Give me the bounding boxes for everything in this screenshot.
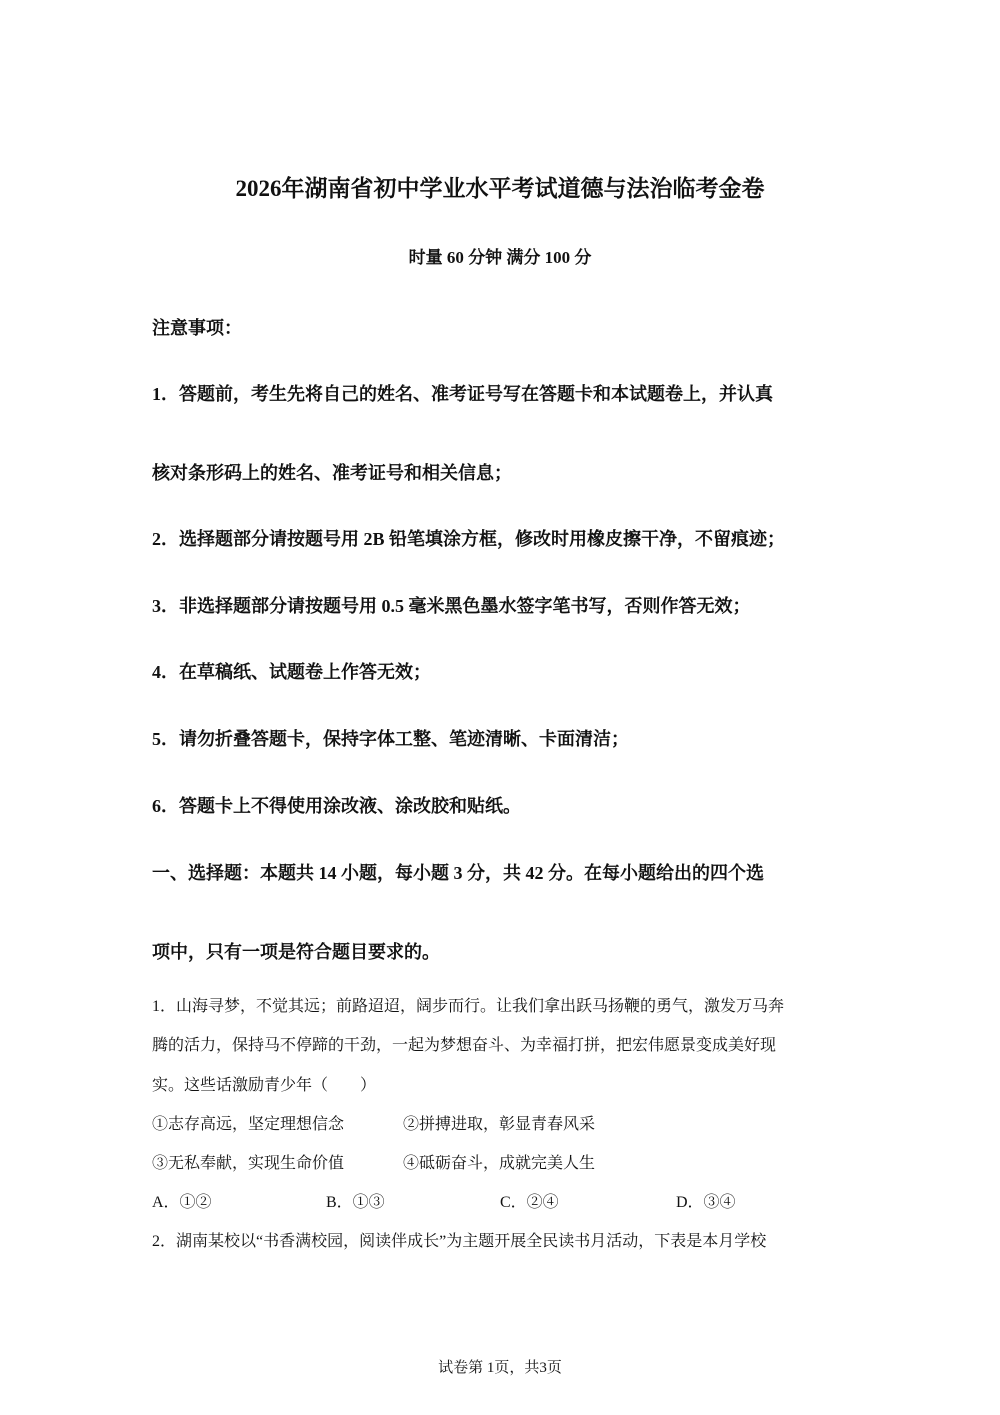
notice-line: 核对条形码上的姓名、准考证号和相关信息；	[152, 463, 512, 483]
notice-line: 5．请勿折叠答题卡，保持字体工整、笔迹清晰、卡面清洁；	[152, 729, 629, 749]
exam-subtitle: 时量 60 分钟 满分 100 分	[408, 248, 592, 267]
section-heading-cont: 项中，只有一项是符合题目要求的。	[152, 942, 440, 962]
question-1-statement: ①志存高远，坚定理想信念	[152, 1116, 345, 1133]
notice-line: 2．选择题部分请按题号用 2B 铅笔填涂方框，修改时用橡皮擦干净，不留痕迹；	[152, 529, 786, 549]
option-a: A．①②	[152, 1194, 212, 1211]
notice-line: 4．在草稿纸、试题卷上作答无效；	[152, 662, 431, 682]
question-1-stem: 1．山海寻梦，不觉其远；前路迢迢，阔步而行。让我们拿出跃马扬鞭的勇气，激发万马奔	[152, 998, 785, 1015]
section-heading: 一、选择题：本题共 14 小题，每小题 3 分，共 42 分。在每小题给出的四个选	[152, 863, 764, 883]
option-d: D．③④	[676, 1194, 736, 1211]
question-1-stem: 实。这些话激励青少年（ ）	[152, 1077, 377, 1094]
notice-heading: 注意事项：	[152, 318, 242, 338]
exam-title: 2026年湖南省初中学业水平考试道德与法治临考金卷	[235, 176, 765, 201]
option-b: B．①③	[326, 1194, 385, 1211]
question-1-statement: ②拼搏进取，彰显青春风采	[403, 1116, 596, 1133]
notice-line: 3．非选择题部分请按题号用 0.5 毫米黑色墨水签字笔书写，否则作答无效；	[152, 596, 751, 616]
question-2-stem: 2．湖南某校以“书香满校园，阅读伴成长”为主题开展全民读书月活动，下表是本月学校	[152, 1233, 767, 1250]
notice-line: 1．答题前，考生先将自己的姓名、准考证号写在答题卡和本试题卷上，并认真	[152, 384, 773, 404]
notice-line: 6．答题卡上不得使用涂改液、涂改胶和贴纸。	[152, 796, 521, 816]
question-1-stem: 腾的活力，保持马不停蹄的干劲，一起为梦想奋斗、为幸福打拼，把宏伟愿景变成美好现	[152, 1037, 777, 1054]
option-c: C．②④	[500, 1194, 559, 1211]
question-1-statement: ③无私奉献，实现生命价值	[152, 1155, 345, 1172]
page-footer: 试卷第 1页，共3页	[438, 1360, 562, 1376]
question-1-statement: ④砥砺奋斗，成就完美人生	[403, 1155, 596, 1172]
